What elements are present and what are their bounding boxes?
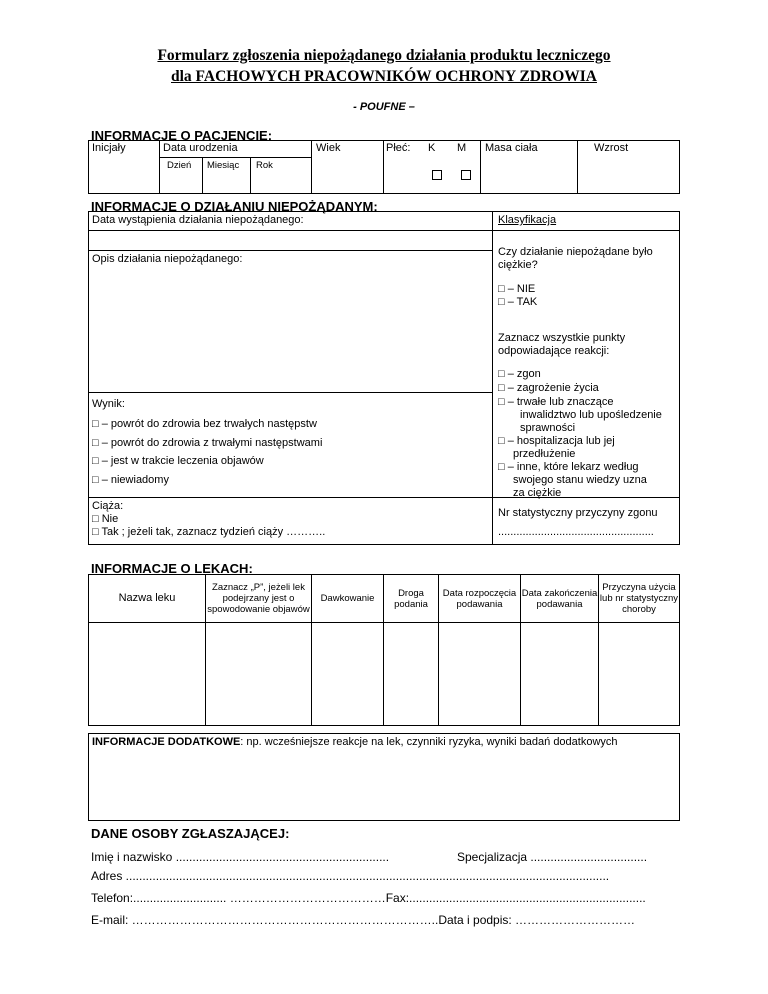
additional-info-text: : np. wcześniejsze reakcje na lek, czynniki ryzyka, wyniki badań dodatkowych (240, 736, 618, 748)
outcome-in-treatment[interactable]: □ – jest w trakcie leczenia objawów (92, 455, 264, 467)
criterion-disability-line2: inwalidztwo lub upośledzenie (520, 409, 662, 421)
height-label: Wzrost (594, 142, 629, 154)
confidential-label: - POUFNE – (353, 101, 415, 113)
reporter-section-title: DANE OSOBY ZGŁASZAJĄCEJ: (91, 826, 290, 841)
additional-info-label (92, 736, 618, 748)
year-label: Rok (256, 160, 273, 171)
age-label: Wiek (316, 142, 341, 154)
form-title-line1: Formularz zgłoszenia niepożądanego działania produktu leczniczego (157, 47, 611, 64)
pregnancy-yes-option[interactable]: □ Tak ; jeżeli tak, zaznacz tydzień ciąży ……….. (92, 526, 326, 538)
pregnancy-title: Ciąża: (92, 500, 124, 512)
criterion-life-threat[interactable]: □ – zagrożenie życia (498, 382, 599, 394)
col-reason: Przyczyna użycia lub nr statystyczny choroby (599, 582, 679, 615)
reporter-address-field[interactable]: Adres ................................................................................................................................................. (91, 869, 610, 883)
sex-m-checkbox[interactable] (461, 170, 471, 180)
outcome-recovered-sequelae[interactable]: □ – powrót do zdrowia z trwałymi następstwami (92, 437, 323, 449)
additional-info-title: INFORMACJE DODATKOWE (92, 736, 241, 748)
reporter-specialization-field[interactable]: Specjalizacja ................................... (457, 850, 648, 864)
col-drug-name: Nazwa leku (118, 592, 176, 604)
criterion-hospitalization-line2: przedłużenie (513, 448, 576, 460)
col-dosage: Dawkowanie (320, 593, 375, 604)
criterion-disability-line3: sprawności (520, 422, 576, 434)
serious-no-option[interactable]: □ – NIE (498, 283, 536, 295)
outcome-title: Wynik: (92, 398, 125, 410)
col-suspect: Zaznacz „P”, jeżeli lek podejrzany jest o spowodowanie objawów (207, 582, 310, 615)
col-route: Droga podania (394, 587, 428, 610)
col-start-date: Data rozpoczęcia podawania (442, 587, 517, 610)
criterion-other[interactable]: □ – inne, które lekarz według (498, 461, 639, 473)
mark-all-line2: odpowiadające reakcji: (498, 345, 610, 357)
reporter-name-field[interactable]: Imię i nazwisko ................................................................ (91, 850, 390, 864)
outcome-recovered[interactable]: □ – powrót do zdrowia bez trwałych następstw (92, 418, 317, 430)
serious-question-line1: Czy działanie niepożądane było (498, 246, 653, 258)
col-end-date: Data zakończenia podawania (521, 587, 598, 610)
sex-k-checkbox[interactable] (432, 170, 442, 180)
day-label: Dzień (167, 160, 192, 171)
mark-all-line1: Zaznacz wszystkie punkty (498, 332, 626, 344)
description-label: Opis działania niepożądanego: (92, 253, 243, 265)
month-label: Miesiąc (207, 160, 240, 171)
initials-label: Inicjały (92, 142, 126, 154)
criterion-disability[interactable]: □ – trwałe lub znaczące (498, 396, 614, 408)
sex-m-label: M (457, 142, 467, 154)
criterion-other-line2: swojego stanu wiedzy uzna (513, 474, 647, 486)
reaction-section-title: INFORMACJE O DZIAŁANIU NIEPOŻĄDANYM: (91, 199, 378, 214)
serious-yes-option[interactable]: □ – TAK (498, 296, 538, 308)
birth-date-label: Data urodzenia (163, 142, 238, 154)
criterion-death[interactable]: □ – zgon (498, 368, 541, 380)
drugs-section-title: INFORMACJE O LEKACH: (91, 561, 253, 576)
classification-label: Klasyfikacja (498, 214, 557, 226)
pregnancy-no-option[interactable]: □ Nie (92, 513, 119, 525)
reporter-phone-fax-field[interactable]: Telefon:............................ …………………………………Fax:....................................................................... (91, 891, 646, 905)
sex-k-label: K (428, 142, 436, 154)
statistical-number-label: Nr statystyczny przyczyny zgonu (498, 507, 658, 519)
reporter-email-signature-field[interactable]: E-mail: …………………………………………………………………..Data i podpis: ………………………… (91, 913, 636, 927)
statistical-number-field[interactable]: ................................................... (498, 526, 654, 538)
criterion-other-line3: za ciężkie (513, 487, 562, 499)
serious-question-line2: ciężkie? (498, 259, 538, 271)
sex-label: Płeć: (386, 142, 411, 154)
criterion-hospitalization[interactable]: □ – hospitalizacja lub jej (498, 435, 615, 447)
weight-label: Masa ciała (485, 142, 538, 154)
form-title-line2: dla FACHOWYCH PRACOWNIKÓW OCHRONY ZDROWIA (171, 68, 597, 85)
outcome-unknown[interactable]: □ – niewiadomy (92, 474, 169, 486)
patient-section-title: INFORMACJE O PACJENCIE: (91, 128, 273, 143)
onset-date-label: Data wystąpienia działania niepożądanego: (92, 214, 304, 226)
